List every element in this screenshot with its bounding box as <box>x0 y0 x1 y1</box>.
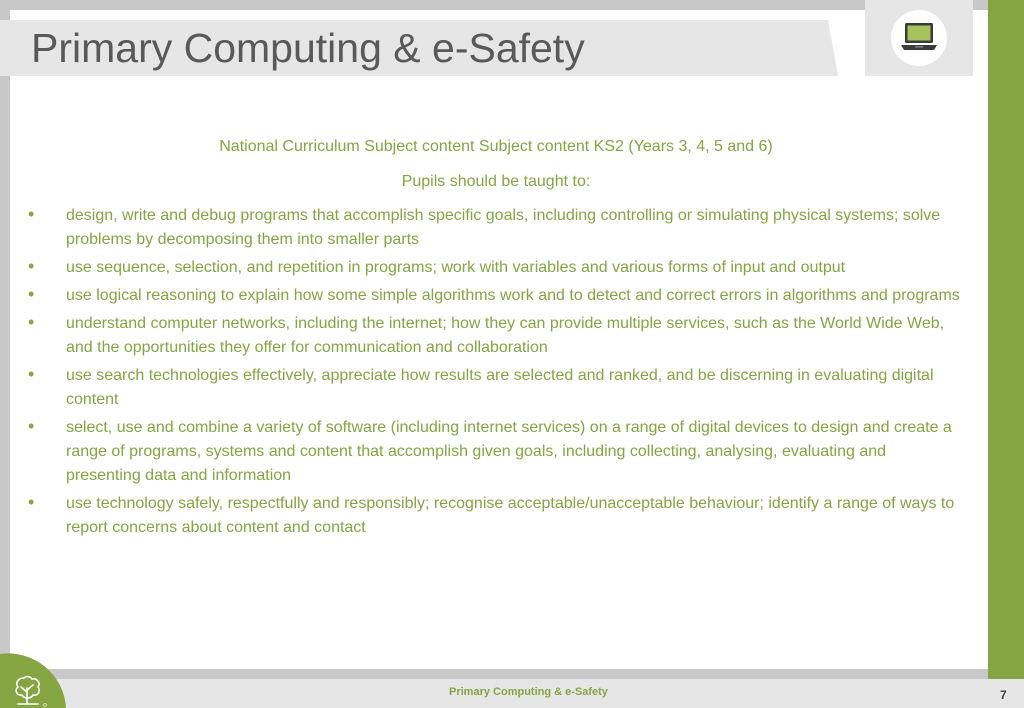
bottom-frame-bar <box>0 669 988 679</box>
list-item <box>28 312 963 360</box>
list-item-text: use logical reasoning to explain how some simple algorithms work and to detect and correct errors in algorithms and programs <box>66 287 960 304</box>
bullet-dot: • <box>28 312 35 332</box>
page-number: 7 <box>1000 688 1007 702</box>
footer-title: Primary Computing & e-Safety <box>449 686 608 698</box>
list-item <box>28 204 963 252</box>
bullet-dot: • <box>28 284 35 304</box>
list-item <box>28 284 963 308</box>
bullet-dot: • <box>28 256 35 276</box>
list-item <box>28 256 963 280</box>
page-title: Primary Computing & e-Safety <box>31 25 585 71</box>
list-item-text: use technology safely, respectfully and responsibly; recognise acceptable/unacceptable behaviour; identify a range of ways to report concerns about content and contact <box>66 495 955 536</box>
left-frame-bar <box>0 0 10 708</box>
tree-logo-icon <box>0 646 66 708</box>
intro-text: Pupils should be taught to: <box>401 173 591 190</box>
list-item-text: understand computer networks, including the internet; how they can provide multiple services, such as the World Wide Web, and the opportunities they offer for communication and collaboration <box>66 315 945 356</box>
curriculum-bullet-list <box>28 204 963 544</box>
right-accent-bar <box>988 0 1024 679</box>
list-item <box>28 492 963 540</box>
bullet-dot: • <box>28 364 35 384</box>
list-item-text: use search technologies effectively, appreciate how results are selected and ranked, and be discerning in evaluating digital content <box>66 367 934 408</box>
curriculum-subtitle: National Curriculum Subject content Subject content KS2 (Years 3, 4, 5 and 6) <box>219 138 773 155</box>
bullet-dot: • <box>28 416 35 436</box>
list-item-text: use sequence, selection, and repetition in programs; work with variables and various forms of input and output <box>66 259 846 276</box>
list-item <box>28 364 963 412</box>
bullet-dot: • <box>28 204 35 224</box>
list-item-text: design, write and debug programs that accomplish specific goals, including controlling or simulating physical systems; solve problems by decomposing them into smaller parts <box>66 207 941 248</box>
top-frame-bar <box>0 0 988 10</box>
list-item-text: select, use and combine a variety of software (including internet services) on a range of digital devices to design and create a range of programs, systems and content that accomplish given goals, including collecting, analysing, evaluating and presenting data and information <box>66 419 952 484</box>
laptop-icon <box>899 20 939 54</box>
bullet-dot: • <box>28 492 35 512</box>
list-item <box>28 416 963 488</box>
